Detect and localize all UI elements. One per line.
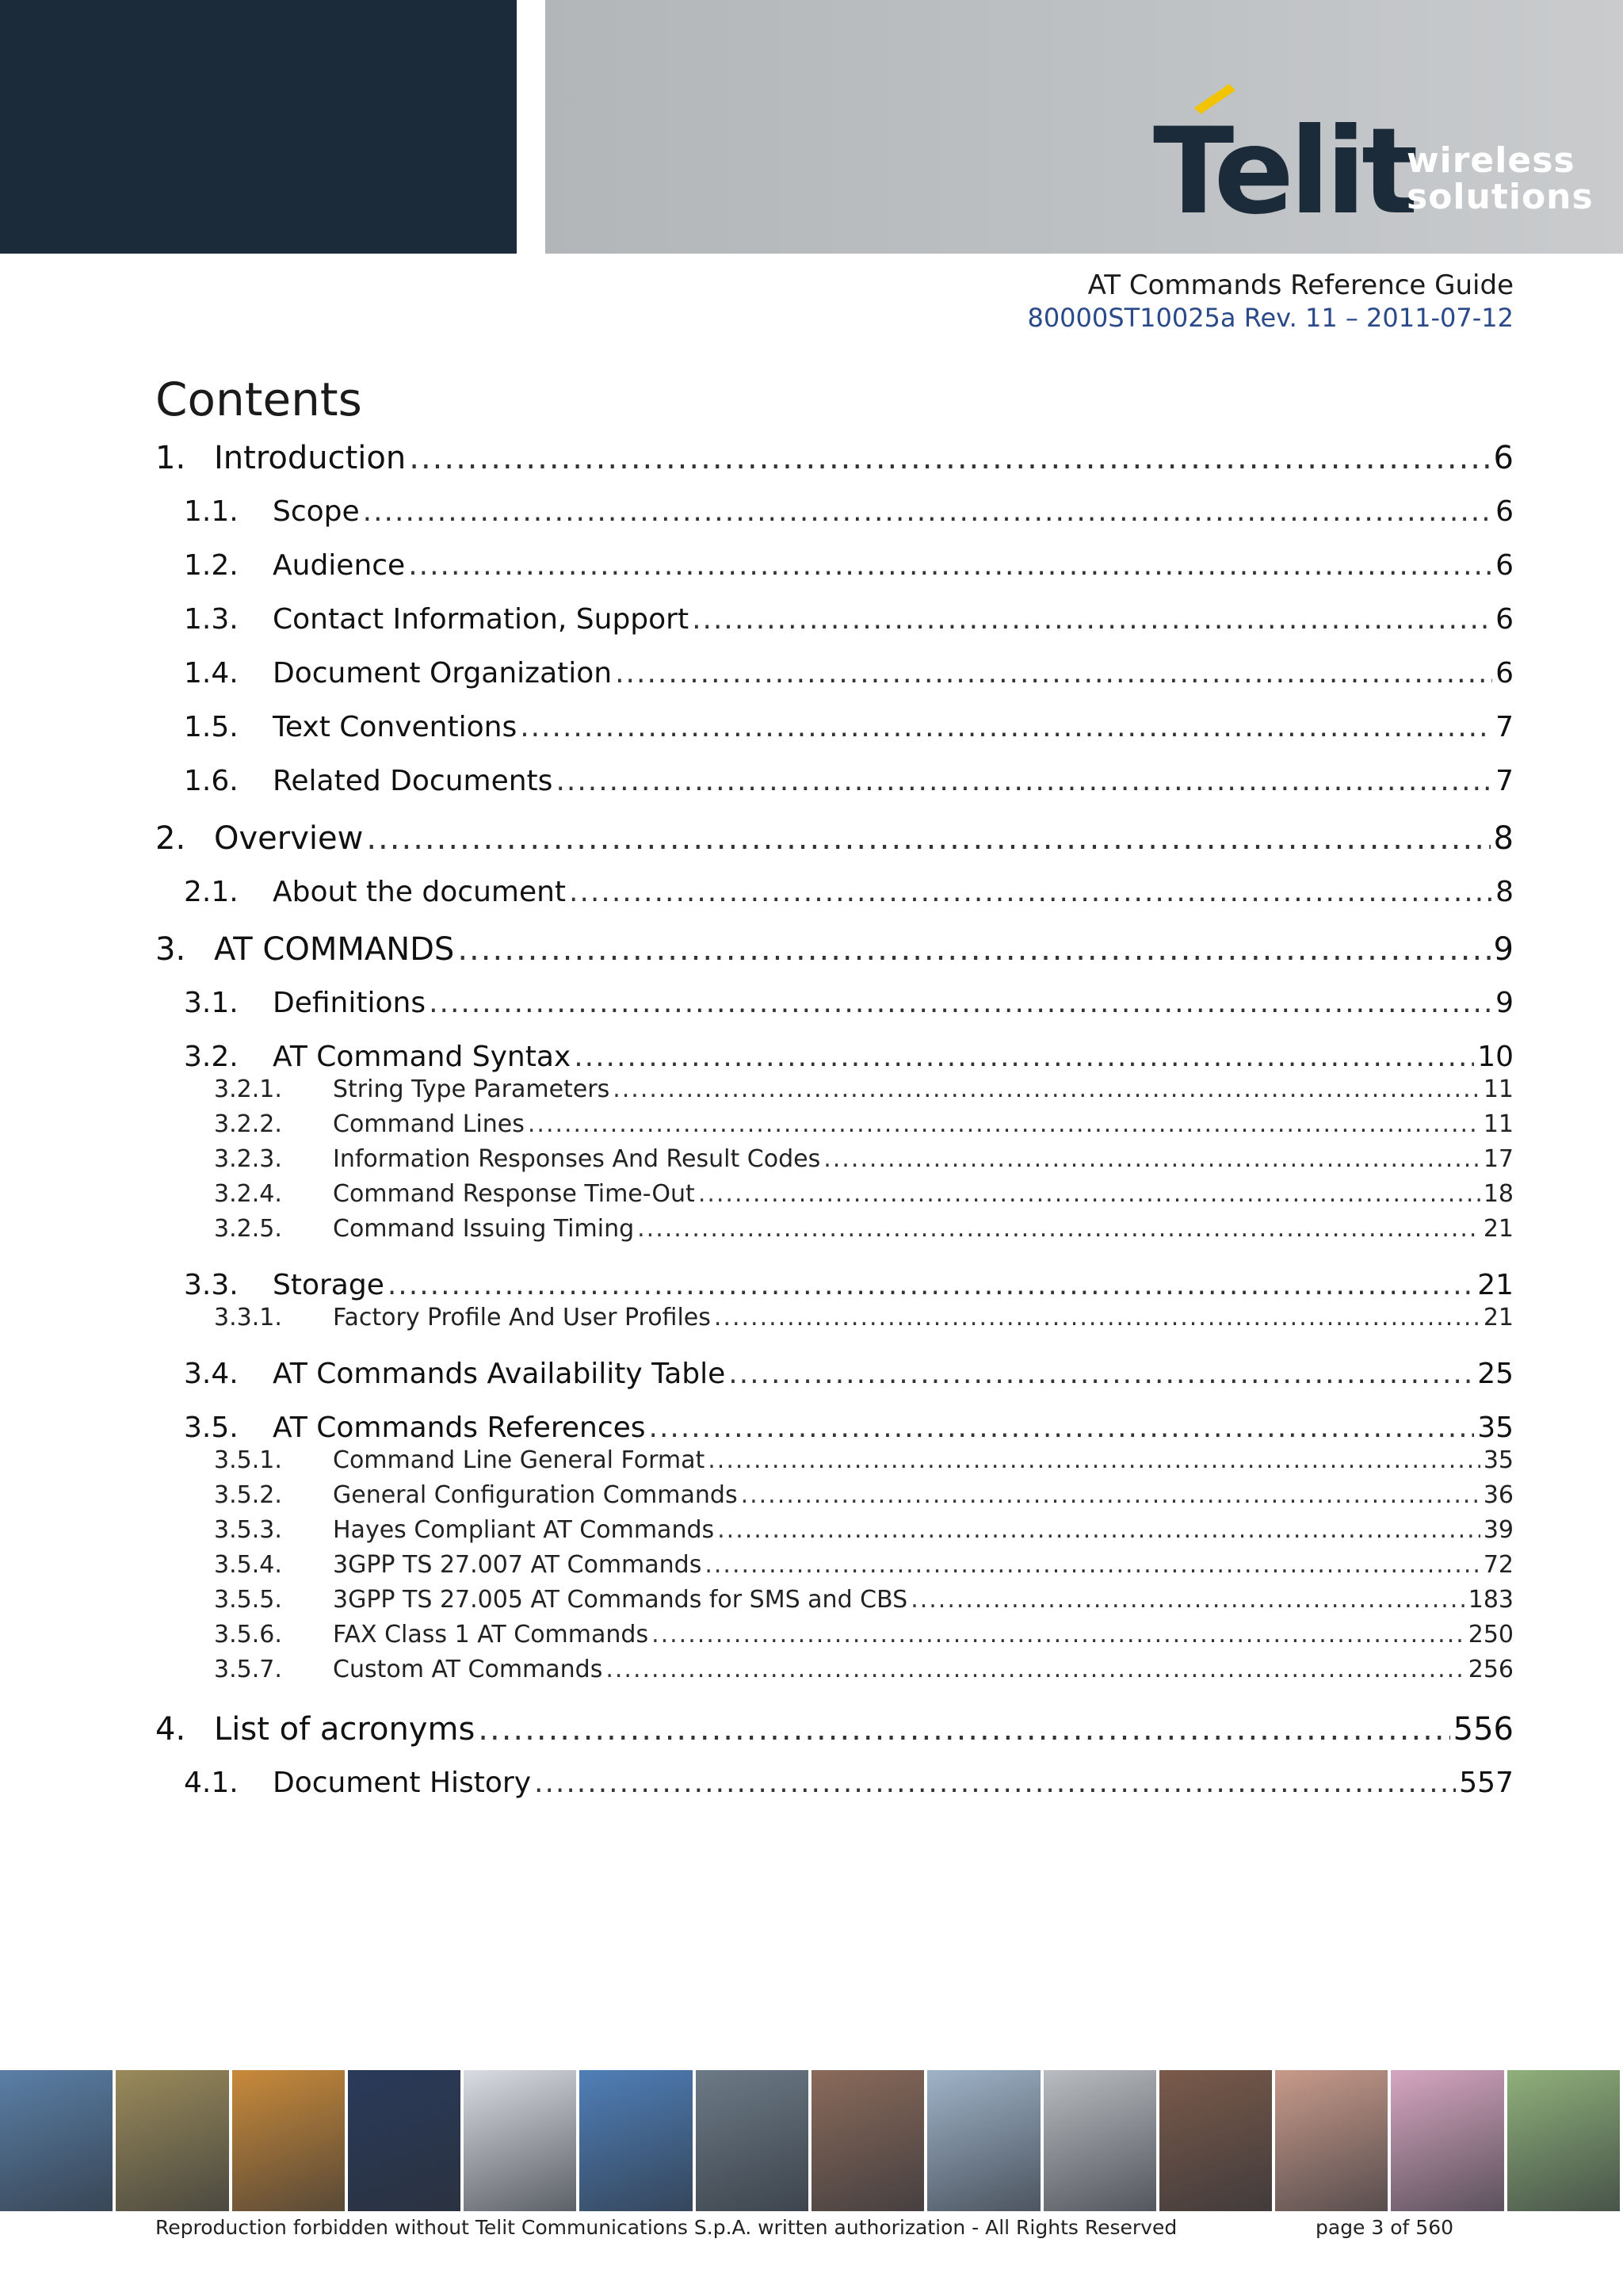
toc-dot-leader <box>741 1481 1480 1509</box>
toc-entry[interactable] <box>155 1215 1514 1243</box>
toc-dot-leader <box>649 1412 1475 1444</box>
toc-entry-page: 9 <box>1493 931 1514 968</box>
photo-tile-card-reader <box>696 2070 808 2211</box>
toc-entry-title[interactable]: 3GPP TS 27.007 AT Commands <box>333 1551 702 1579</box>
toc-entry[interactable] <box>155 1304 1514 1331</box>
toc-entry-page: 256 <box>1468 1656 1514 1683</box>
toc-entry[interactable] <box>155 1110 1514 1138</box>
toc-entry-page: 6 <box>1493 440 1514 476</box>
toc-dot-leader <box>613 1075 1480 1103</box>
toc-entry-number: 3.5.3. <box>214 1516 282 1544</box>
toc-dot-leader <box>615 657 1492 690</box>
footer-notice: Reproduction forbidden without Telit Communications S.p.A. written authorization - All Rights Reserved <box>155 2216 1178 2239</box>
document-title: AT Commands Reference Guide <box>1087 269 1514 301</box>
photo-tile-vending <box>812 2070 924 2211</box>
toc-entry-number: 3.2.3. <box>214 1145 282 1173</box>
logo-tagline-2: solutions <box>1407 177 1594 217</box>
photo-tile-cyclist <box>579 2070 692 2211</box>
toc-entry[interactable] <box>155 1516 1514 1544</box>
toc-entry-page: 21 <box>1477 1269 1514 1301</box>
toc-entry-title[interactable]: AT COMMANDS <box>214 931 455 968</box>
toc-entry-title[interactable]: Document History <box>273 1767 532 1799</box>
toc-entry-title[interactable]: Document Organization <box>273 657 613 690</box>
toc-entry-number: 3. <box>155 931 186 968</box>
photo-tile-subway <box>1275 2070 1388 2211</box>
toc-entry-number: 1. <box>155 440 186 476</box>
toc-entry[interactable] <box>155 1711 1514 1748</box>
toc-entry-page: 6 <box>1495 657 1514 690</box>
toc-entry-page: 8 <box>1493 820 1514 857</box>
toc-dot-leader <box>637 1215 1480 1243</box>
toc-entry-title[interactable]: Related Documents <box>273 765 553 797</box>
toc-entry-title[interactable]: FAX Class 1 AT Commands <box>333 1621 649 1648</box>
toc-entry-title[interactable]: String Type Parameters <box>333 1075 610 1103</box>
toc-entry-number: 1.3. <box>184 603 239 636</box>
toc-entry-page: 6 <box>1495 549 1514 582</box>
toc-entry[interactable] <box>155 1358 1514 1390</box>
toc-entry-number: 1.6. <box>184 765 239 797</box>
toc-dot-leader <box>366 820 1490 857</box>
toc-entry-number: 1.2. <box>184 549 239 582</box>
toc-entry-number: 1.5. <box>184 711 239 743</box>
photo-tile-wind-turbines <box>927 2070 1040 2211</box>
photo-tile-clock-display <box>348 2070 460 2211</box>
toc-entry-page: 183 <box>1468 1586 1514 1614</box>
toc-dot-leader <box>457 931 1490 968</box>
toc-entry-number: 3.5.1. <box>214 1446 282 1474</box>
toc-entry-title[interactable]: Audience <box>273 549 406 582</box>
toc-entry-title[interactable]: Hayes Compliant AT Commands <box>333 1516 715 1544</box>
toc-dot-leader <box>556 765 1492 797</box>
toc-entry-page: 10 <box>1477 1041 1514 1073</box>
photo-tile-emergency-phone <box>116 2070 228 2211</box>
toc-entry-number: 2. <box>155 820 186 857</box>
toc-entry-number: 2.1. <box>184 876 239 908</box>
logo-tagline <box>1407 140 1594 217</box>
toc-entry[interactable] <box>155 1075 1514 1103</box>
toc-entry-title[interactable]: Introduction <box>214 440 407 476</box>
toc-entry[interactable] <box>155 1412 1514 1444</box>
toc-dot-leader <box>698 1180 1480 1208</box>
photo-tile-meter <box>1044 2070 1156 2211</box>
toc-dot-leader <box>388 1269 1474 1301</box>
toc-entry[interactable] <box>155 1446 1514 1474</box>
toc-dot-leader <box>708 1446 1480 1474</box>
toc-dot-leader <box>605 1656 1465 1683</box>
contents-heading: Contents <box>155 372 362 426</box>
photo-tile-camera <box>1507 2070 1620 2211</box>
toc-entry-page: 21 <box>1483 1304 1514 1331</box>
toc-entry-number: 3.2.1. <box>214 1075 282 1103</box>
footer-photo-strip <box>0 2070 1623 2211</box>
photo-tile-industrial <box>1159 2070 1272 2211</box>
toc-entry-title[interactable]: Custom AT Commands <box>333 1656 603 1683</box>
toc-dot-leader <box>574 1041 1474 1073</box>
toc-entry-title[interactable]: Overview <box>214 820 364 857</box>
toc-entry-number: 3.2. <box>184 1041 239 1073</box>
toc-entry-title[interactable]: Text Conventions <box>273 711 517 743</box>
toc-dot-leader <box>409 440 1490 476</box>
toc-entry-page: 17 <box>1483 1145 1514 1173</box>
toc-entry-page: 250 <box>1468 1621 1514 1648</box>
toc-dot-leader <box>728 1358 1474 1390</box>
toc-entry-title[interactable]: Command Lines <box>333 1110 525 1138</box>
toc-entry-page: 72 <box>1483 1551 1514 1579</box>
toc-entry-title[interactable]: Information Responses And Result Codes <box>333 1145 821 1173</box>
toc-entry[interactable] <box>155 440 1514 476</box>
toc-entry-page: 6 <box>1495 495 1514 528</box>
toc-entry[interactable] <box>155 765 1514 797</box>
toc-entry-title[interactable]: 3GPP TS 27.005 AT Commands for SMS and CBS <box>333 1586 908 1614</box>
logo-tagline-1: wireless <box>1407 140 1575 181</box>
toc-dot-leader <box>408 549 1492 582</box>
toc-entry-title[interactable]: Definitions <box>273 987 426 1019</box>
toc-entry[interactable] <box>155 1481 1514 1509</box>
toc-dot-leader <box>569 876 1492 908</box>
logo-wordmark: Telit <box>1153 103 1414 230</box>
toc-entry-page: 21 <box>1483 1215 1514 1243</box>
toc-entry-title[interactable]: AT Command Syntax <box>273 1041 571 1073</box>
toc-entry-page: 39 <box>1483 1516 1514 1544</box>
toc-entry-number: 3.5.7. <box>214 1656 282 1683</box>
toc-dot-leader <box>520 711 1492 743</box>
toc-dot-leader <box>692 603 1492 636</box>
toc-entry-page: 25 <box>1477 1358 1514 1390</box>
toc-dot-leader <box>705 1551 1480 1579</box>
header-dark-block <box>0 0 517 254</box>
toc-entry-page: 11 <box>1483 1110 1514 1138</box>
toc-entry-page: 36 <box>1483 1481 1514 1509</box>
toc-entry-title[interactable]: Storage <box>273 1269 384 1301</box>
toc-entry[interactable] <box>155 987 1514 1019</box>
toc-entry[interactable] <box>155 1551 1514 1579</box>
toc-entry-number: 3.5.2. <box>214 1481 282 1509</box>
document-revision: 80000ST10025a Rev. 11 – 2011-07-12 <box>1027 303 1514 333</box>
toc-entry-number: 3.3. <box>184 1269 239 1301</box>
toc-entry[interactable] <box>155 1656 1514 1683</box>
toc-entry-number: 3.4. <box>184 1358 239 1390</box>
toc-entry-title[interactable]: Factory Profile And User Profiles <box>333 1304 711 1331</box>
toc-entry[interactable] <box>155 1180 1514 1208</box>
toc-entry-title[interactable]: AT Commands References <box>273 1412 646 1444</box>
toc-entry-number: 3.1. <box>184 987 239 1019</box>
toc-entry[interactable] <box>155 1586 1514 1614</box>
photo-tile-keyboard <box>464 2070 576 2211</box>
toc-entry-number: 3.5. <box>184 1412 239 1444</box>
toc-entry[interactable] <box>155 549 1514 582</box>
toc-entry-number: 1.1. <box>184 495 239 528</box>
photo-tile-factory <box>1391 2070 1503 2211</box>
toc-entry-page: 556 <box>1453 1711 1514 1748</box>
toc-entry-number: 4. <box>155 1711 186 1748</box>
toc-dot-leader <box>823 1145 1480 1173</box>
toc-entry-number: 3.2.5. <box>214 1215 282 1243</box>
toc-entry-number: 3.5.4. <box>214 1551 282 1579</box>
toc-dot-leader <box>363 495 1492 528</box>
telit-logo-mark <box>1153 79 1423 230</box>
toc-entry-page: 35 <box>1477 1412 1514 1444</box>
toc-dot-leader <box>651 1621 1465 1648</box>
toc-dot-leader <box>717 1516 1480 1544</box>
toc-entry[interactable] <box>155 1145 1514 1173</box>
toc-entry-title[interactable]: Scope <box>273 495 360 528</box>
toc-entry[interactable] <box>155 1041 1514 1073</box>
toc-entry-number: 3.5.6. <box>214 1621 282 1648</box>
toc-entry[interactable] <box>155 876 1514 908</box>
toc-entry-title[interactable]: AT Commands Availability Table <box>273 1358 726 1390</box>
toc-entry-page: 8 <box>1495 876 1514 908</box>
toc-entry-number: 3.5.5. <box>214 1586 282 1614</box>
toc-dot-leader <box>534 1767 1456 1799</box>
toc-entry-page: 557 <box>1459 1767 1514 1799</box>
toc-entry[interactable] <box>155 820 1514 857</box>
toc-entry-title[interactable]: About the document <box>273 876 567 908</box>
toc-entry-page: 7 <box>1495 765 1514 797</box>
toc-entry-title[interactable]: Command Line General Format <box>333 1446 705 1474</box>
toc-entry-page: 6 <box>1495 603 1514 636</box>
toc-entry-page: 7 <box>1495 711 1514 743</box>
footer-page-number: page 3 of 560 <box>1316 2216 1453 2239</box>
toc-entry[interactable] <box>155 495 1514 528</box>
toc-dot-leader <box>714 1304 1480 1331</box>
toc-dot-leader <box>528 1110 1480 1138</box>
toc-entry[interactable] <box>155 1269 1514 1301</box>
photo-tile-road <box>0 2070 113 2211</box>
toc-entry-page: 9 <box>1495 987 1514 1019</box>
toc-entry[interactable] <box>155 711 1514 743</box>
toc-entry-number: 3.2.2. <box>214 1110 282 1138</box>
toc-entry-title[interactable]: List of acronyms <box>214 1711 475 1748</box>
toc-entry-number: 1.4. <box>184 657 239 690</box>
toc-entry[interactable] <box>155 931 1514 968</box>
toc-entry-number: 3.3.1. <box>214 1304 282 1331</box>
photo-tile-containers <box>232 2070 345 2211</box>
toc-entry-number: 3.2.4. <box>214 1180 282 1208</box>
toc-entry[interactable] <box>155 657 1514 690</box>
toc-dot-leader <box>478 1711 1449 1748</box>
toc-entry[interactable] <box>155 1767 1514 1799</box>
toc-entry-title[interactable]: Command Response Time-Out <box>333 1180 695 1208</box>
toc-entry-page: 35 <box>1483 1446 1514 1474</box>
toc-entry-page: 11 <box>1483 1075 1514 1103</box>
toc-entry-number: 4.1. <box>184 1767 239 1799</box>
toc-entry-title[interactable]: Command Issuing Timing <box>333 1215 635 1243</box>
toc-entry[interactable] <box>155 603 1514 636</box>
toc-entry-title[interactable]: Contact Information, Support <box>273 603 689 636</box>
toc-entry-title[interactable]: General Configuration Commands <box>333 1481 738 1509</box>
toc-dot-leader <box>911 1586 1465 1614</box>
toc-entry[interactable] <box>155 1621 1514 1648</box>
toc-dot-leader <box>429 987 1492 1019</box>
toc-entry-page: 18 <box>1483 1180 1514 1208</box>
telit-logo <box>1153 79 1597 230</box>
